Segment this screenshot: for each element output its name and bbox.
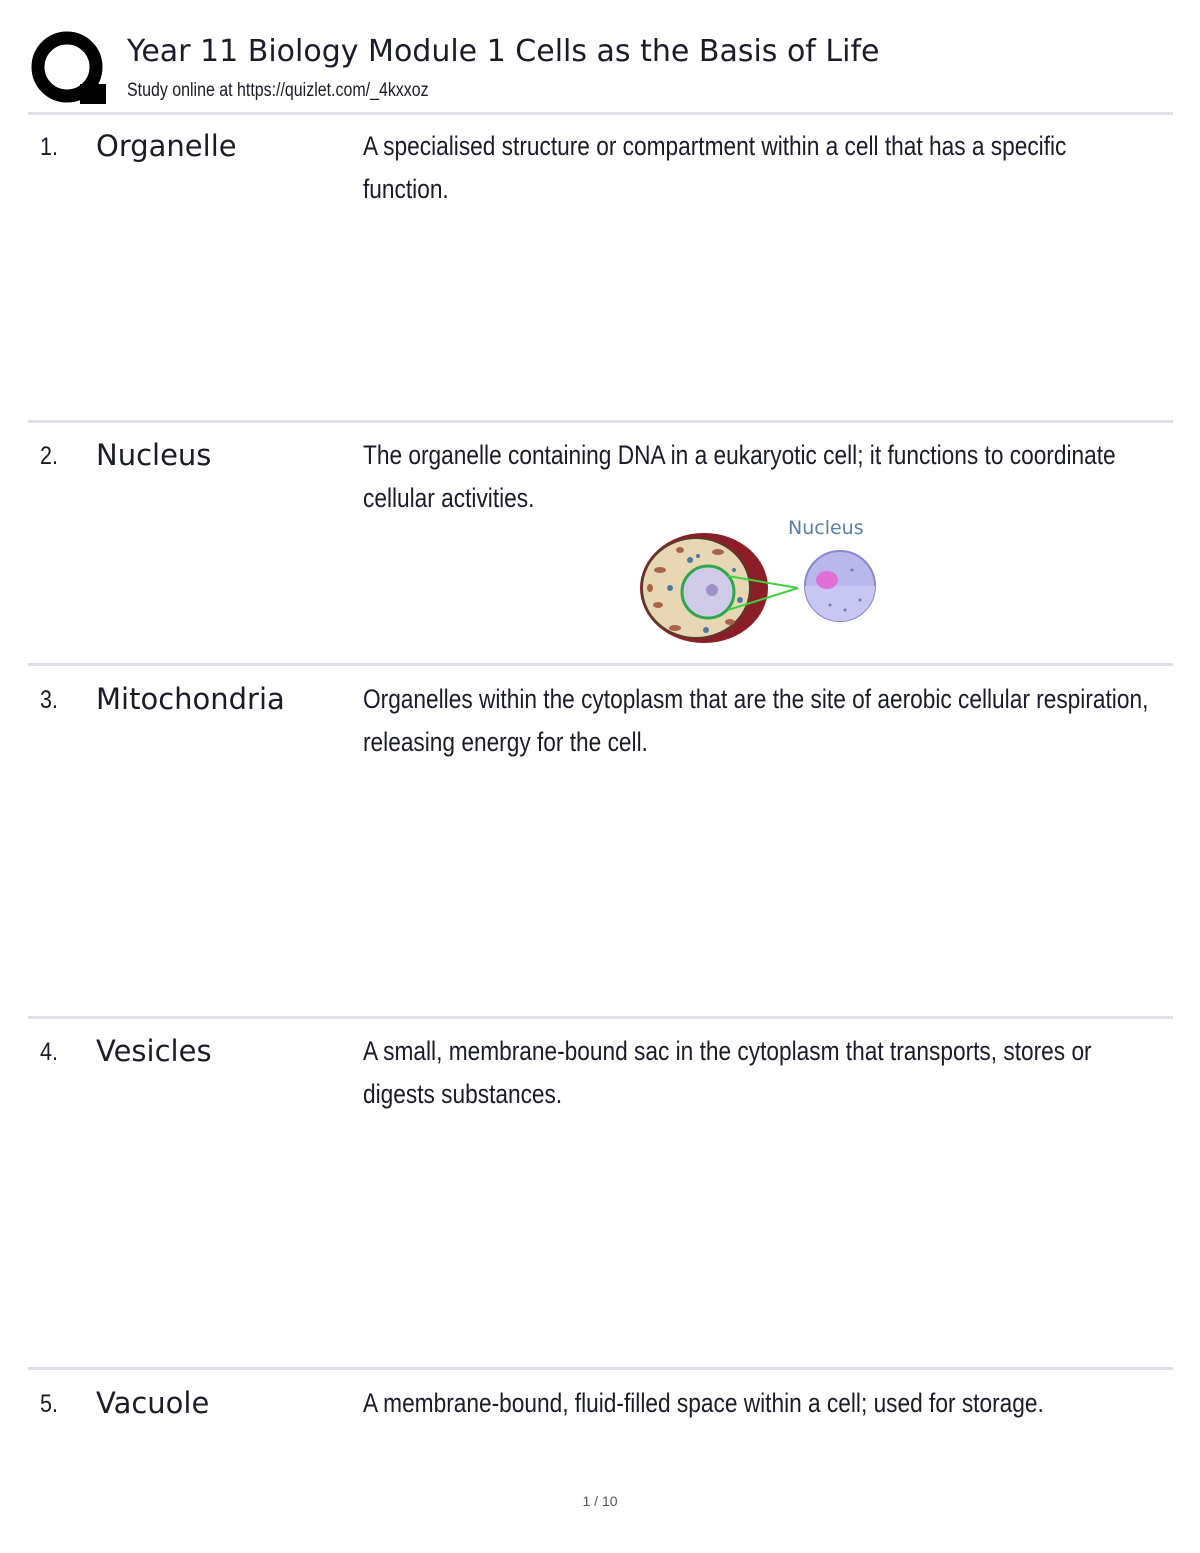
- nucleus-diagram: [630, 510, 890, 650]
- page-title: Year 11 Biology Module 1 Cells as the Basis of Life: [127, 34, 880, 69]
- term-number: 1.: [40, 133, 58, 161]
- term-number: 2.: [40, 442, 58, 470]
- term-definition: A specialised structure or compartment within a cell that has a specific function.: [363, 131, 1067, 204]
- term-number: 4.: [40, 1038, 58, 1066]
- term-title: Nucleus: [96, 438, 212, 472]
- term-definition: The organelle containing DNA in a eukaryotic cell; it functions to coordinate cellular activities.: [363, 440, 1116, 513]
- term-definition: A small, membrane-bound sac in the cytoplasm that transports, stores or digests substances.: [363, 1036, 1092, 1109]
- term-number: 3.: [40, 686, 58, 714]
- term-divider: [28, 420, 1173, 423]
- term-divider: [28, 663, 1173, 666]
- page-indicator: 1 / 10: [582, 1493, 618, 1509]
- term-title: Mitochondria: [96, 682, 285, 716]
- term-definition: Organelles within the cytoplasm that are the site of aerobic cellular respiration, releasing energy for the cell.: [363, 684, 1149, 757]
- term-definition: A membrane-bound, fluid-filled space within a cell; used for storage.: [363, 1388, 1044, 1418]
- term-title: Vesicles: [96, 1034, 212, 1068]
- term-number: 5.: [40, 1390, 58, 1418]
- nucleolus: [816, 571, 838, 589]
- quizlet-logo-icon: [30, 30, 108, 108]
- term-title: Organelle: [96, 129, 237, 163]
- term-divider: [28, 1016, 1173, 1019]
- header-divider: [28, 112, 1173, 115]
- figure-label: Nucleus: [788, 517, 864, 539]
- term-divider: [28, 1367, 1173, 1370]
- study-online-link[interactable]: Study online at https://quizlet.com/_4kxxoz: [127, 80, 429, 101]
- term-title: Vacuole: [96, 1386, 210, 1420]
